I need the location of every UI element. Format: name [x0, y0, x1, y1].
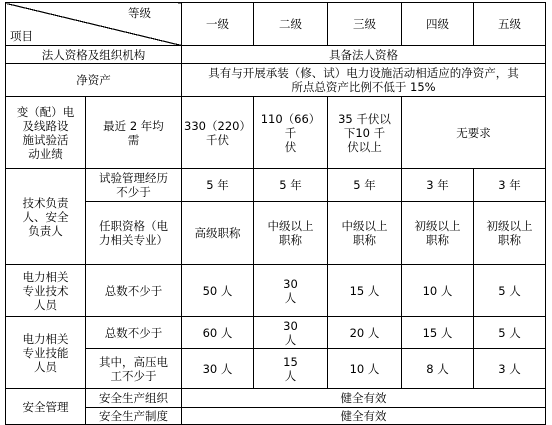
- tech-lead-experience-level-3: 5 年: [328, 169, 402, 202]
- performance-level-1: 330（220） 千伏: [182, 97, 254, 169]
- tech-staff-level-1: 50 人: [182, 265, 254, 317]
- skill-staff-hv-level-1: 30 人: [182, 349, 254, 389]
- performance-label: 变（配）电 及线路设 施试验活 动业绩: [6, 97, 86, 169]
- skill-staff-total-label: 总数不少于: [86, 317, 182, 349]
- tech-lead-experience-label: 试验管理经历 不少于: [86, 169, 182, 202]
- net-assets-row: [6, 64, 546, 97]
- tech-lead-experience-level-4: 3 年: [402, 169, 474, 202]
- tech-lead-experience-level-2: 5 年: [254, 169, 328, 202]
- header-level-5: 五级: [474, 3, 546, 46]
- tech-lead-qualification-row: [6, 202, 546, 265]
- performance-row: [6, 97, 546, 169]
- tech-lead-qualification-level-3: 中级以上 职称: [328, 202, 402, 265]
- header-level-3: 三级: [328, 3, 402, 46]
- performance-level-2: 110（66）千 伏: [254, 97, 328, 169]
- tech-lead-qualification-level-1: 高级职称: [182, 202, 254, 265]
- skill-staff-total-level-1: 60 人: [182, 317, 254, 349]
- skill-staff-hv-row: [6, 349, 546, 389]
- qualification-table-sheet: [5, 2, 545, 425]
- header-level-4: 四级: [402, 3, 474, 46]
- safety-org-row: [6, 389, 546, 408]
- tech-staff-row: [6, 265, 546, 317]
- legal-value: 具备法人资格: [182, 46, 546, 64]
- skill-staff-total-level-4: 15 人: [402, 317, 474, 349]
- performance-level-4-5: 无要求: [402, 97, 546, 169]
- safety-system-value: 健全有效: [182, 408, 546, 425]
- safety-label: 安全管理: [6, 389, 86, 425]
- skill-staff-total-row: [6, 317, 546, 349]
- skill-staff-hv-label: 其中，高压电 工不少于: [86, 349, 182, 389]
- tech-staff-level-4: 10 人: [402, 265, 474, 317]
- skill-staff-total-level-3: 20 人: [328, 317, 402, 349]
- tech-staff-level-5: 5 人: [474, 265, 546, 317]
- skill-staff-label: 电力相关 专业技能 人员: [6, 317, 86, 389]
- tech-staff-level-2: 30 人: [254, 265, 328, 317]
- tech-lead-qualification-level-5: 初级以上 职称: [474, 202, 546, 265]
- tech-staff-label: 电力相关 专业技术 人员: [6, 265, 86, 317]
- tech-lead-qualification-label: 任职资格（电 力相关专业）: [86, 202, 182, 265]
- header-item-label: 项目: [10, 29, 33, 43]
- safety-system-label: 安全生产制度: [86, 408, 182, 425]
- performance-sub-label: 最近 2 年均 需: [86, 97, 182, 169]
- skill-staff-total-level-2: 30 人: [254, 317, 328, 349]
- header-grade-label: 等级: [128, 6, 151, 20]
- performance-level-3: 35 千伏以 下10 千 伏以上: [328, 97, 402, 169]
- tech-lead-experience-level-1: 5 年: [182, 169, 254, 202]
- qualification-grade-table: [5, 2, 546, 425]
- tech-staff-level-3: 15 人: [328, 265, 402, 317]
- header-level-2: 二级: [254, 3, 328, 46]
- tech-lead-experience-row: [6, 169, 546, 202]
- skill-staff-hv-level-4: 8 人: [402, 349, 474, 389]
- net-assets-value: 具有与开展承装（修、试）电力设施活动相适应的净资产，其 所点总资产比例不低于 15%: [182, 64, 546, 97]
- skill-staff-hv-level-2: 15 人: [254, 349, 328, 389]
- safety-org-label: 安全生产组织: [86, 389, 182, 408]
- skill-staff-total-level-5: 5 人: [474, 317, 546, 349]
- tech-lead-label: 技术负责 人、安全 负责人: [6, 169, 86, 265]
- tech-staff-sub-label: 总数不少于: [86, 265, 182, 317]
- tech-lead-qualification-level-2: 中级以上 职称: [254, 202, 328, 265]
- skill-staff-hv-level-3: 10 人: [328, 349, 402, 389]
- header-level-1: 一级: [182, 3, 254, 46]
- header-row: [6, 3, 546, 46]
- net-assets-label: 净资产: [6, 64, 182, 97]
- legal-row: [6, 46, 546, 64]
- legal-label: 法人资格及组织机构: [6, 46, 182, 64]
- header-diagonal-cell: [6, 3, 182, 46]
- safety-org-value: 健全有效: [182, 389, 546, 408]
- tech-lead-experience-level-5: 3 年: [474, 169, 546, 202]
- safety-system-row: [6, 408, 546, 425]
- tech-lead-qualification-level-4: 初级以上 职称: [402, 202, 474, 265]
- skill-staff-hv-level-5: 3 人: [474, 349, 546, 389]
